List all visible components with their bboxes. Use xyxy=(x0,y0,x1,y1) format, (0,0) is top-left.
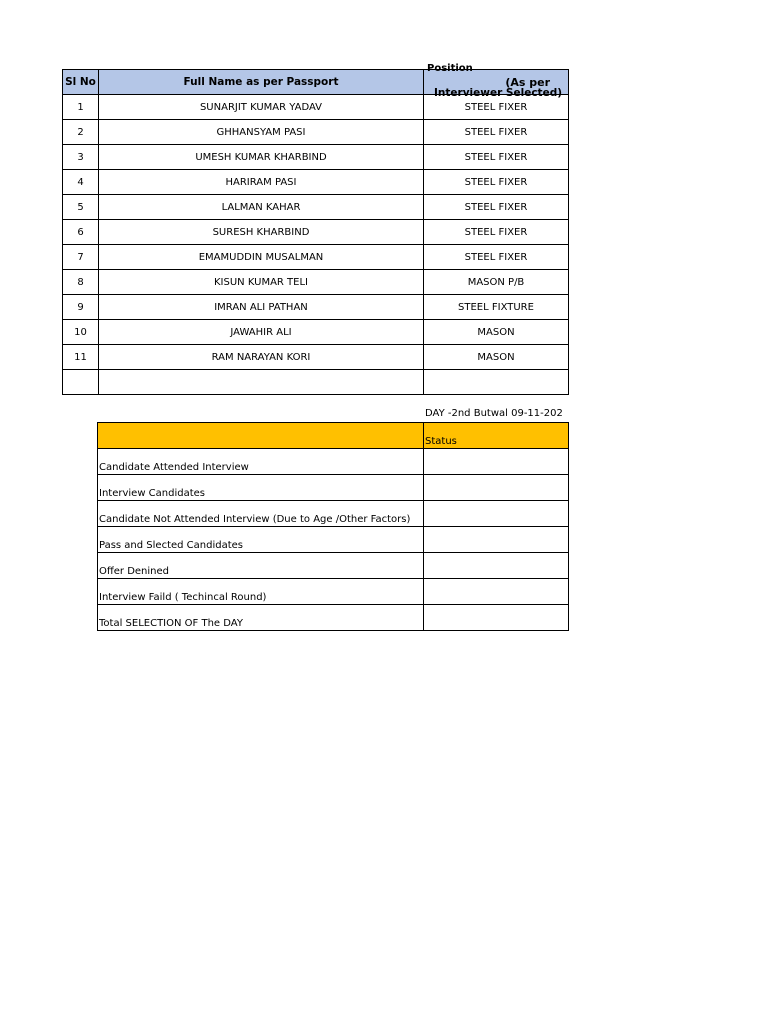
summary-status xyxy=(424,449,569,475)
table-row xyxy=(63,295,569,320)
cell-full-name: RAM NARAYAN KORI xyxy=(99,345,424,370)
cell-sl-no: 6 xyxy=(63,220,99,245)
table-row xyxy=(63,370,569,395)
cell-position: STEEL FIXTURE xyxy=(424,295,569,320)
summary-label: Offer Denined xyxy=(98,553,424,579)
summary-label: Interview Candidates xyxy=(98,475,424,501)
cell-full-name xyxy=(99,370,424,395)
table-row xyxy=(63,320,569,345)
summary-status xyxy=(424,501,569,527)
cell-full-name: SURESH KHARBIND xyxy=(99,220,424,245)
summary-label: Interview Faild ( Techincal Round) xyxy=(98,579,424,605)
header-position-line3: Interviewer Selected) xyxy=(434,87,563,99)
summary-row xyxy=(98,579,569,605)
table-row xyxy=(63,195,569,220)
cell-sl-no: 3 xyxy=(63,145,99,170)
cell-full-name: JAWAHIR ALI xyxy=(99,320,424,345)
header-position-line2: (As per xyxy=(505,76,550,89)
table-row xyxy=(63,120,569,145)
cell-sl-no: 11 xyxy=(63,345,99,370)
cell-position: STEEL FIXER xyxy=(424,145,569,170)
cell-full-name: EMAMUDDIN MUSALMAN xyxy=(99,245,424,270)
summary-header-status: Status xyxy=(424,423,569,449)
header-position xyxy=(424,63,569,99)
summary-header-label xyxy=(98,423,424,449)
summary-row xyxy=(98,475,569,501)
table-row xyxy=(63,245,569,270)
cell-sl-no: 9 xyxy=(63,295,99,320)
summary-status xyxy=(424,605,569,631)
cell-position: STEEL FIXER xyxy=(424,220,569,245)
cell-position: STEEL FIXER xyxy=(424,120,569,145)
summary-row xyxy=(98,501,569,527)
table-row xyxy=(63,345,569,370)
summary-status xyxy=(424,475,569,501)
summary-header-row xyxy=(98,423,569,449)
header-full-name: Full Name as per Passport xyxy=(99,70,424,95)
cell-full-name: IMRAN ALI PATHAN xyxy=(99,295,424,320)
cell-position: MASON xyxy=(424,320,569,345)
cell-full-name: KISUN KUMAR TELI xyxy=(99,270,424,295)
cell-sl-no: 4 xyxy=(63,170,99,195)
summary-status xyxy=(424,579,569,605)
table-row xyxy=(63,220,569,245)
cell-sl-no: 1 xyxy=(63,95,99,120)
summary-label: Pass and Slected Candidates xyxy=(98,527,424,553)
cell-sl-no: 10 xyxy=(63,320,99,345)
cell-sl-no: 8 xyxy=(63,270,99,295)
cell-sl-no: 7 xyxy=(63,245,99,270)
summary-status xyxy=(424,553,569,579)
cell-position: STEEL FIXER xyxy=(424,195,569,220)
table-row xyxy=(63,270,569,295)
header-sl-no: Sl No xyxy=(63,70,99,95)
summary-label: Total SELECTION OF The DAY xyxy=(98,605,424,631)
table-row xyxy=(63,145,569,170)
table-header-row xyxy=(63,70,569,95)
cell-full-name: HARIRAM PASI xyxy=(99,170,424,195)
cell-position: MASON xyxy=(424,345,569,370)
cell-position: STEEL FIXER xyxy=(424,170,569,195)
cell-sl-no xyxy=(63,370,99,395)
summary-row xyxy=(98,605,569,631)
cell-full-name: LALMAN KAHAR xyxy=(99,195,424,220)
summary-status xyxy=(424,527,569,553)
summary-label: Candidate Not Attended Interview (Due to Age /Other Factors) xyxy=(98,501,424,527)
summary-row xyxy=(98,449,569,475)
summary-row xyxy=(98,553,569,579)
cell-position: STEEL FIXER xyxy=(424,245,569,270)
table-row xyxy=(63,170,569,195)
day-location-date-note: DAY -2nd Butwal 09-11-202 xyxy=(425,408,563,419)
cell-position: MASON P/B xyxy=(424,270,569,295)
candidate-table xyxy=(62,63,569,395)
summary-label: Candidate Attended Interview xyxy=(98,449,424,475)
header-position-line1: Position xyxy=(427,63,473,74)
cell-full-name: SUNARJIT KUMAR YADAV xyxy=(99,95,424,120)
cell-sl-no: 5 xyxy=(63,195,99,220)
cell-position: STEEL FIXER xyxy=(424,95,569,120)
cell-position xyxy=(424,370,569,395)
summary-table xyxy=(97,422,569,631)
cell-full-name: GHHANSYAM PASI xyxy=(99,120,424,145)
cell-full-name: UMESH KUMAR KHARBIND xyxy=(99,145,424,170)
summary-row xyxy=(98,527,569,553)
cell-sl-no: 2 xyxy=(63,120,99,145)
